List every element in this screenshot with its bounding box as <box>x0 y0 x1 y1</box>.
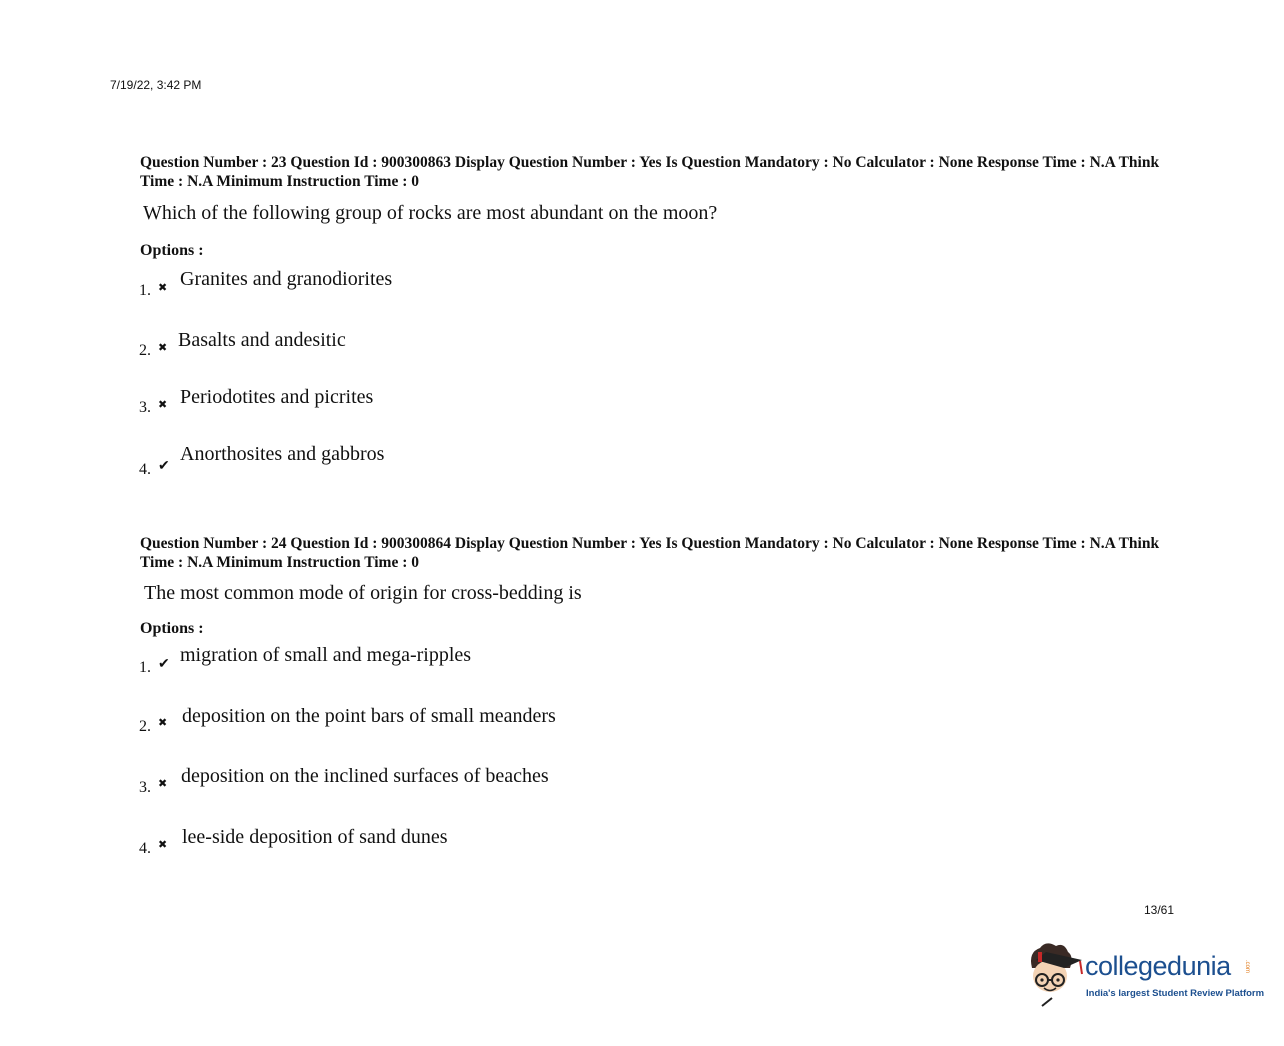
option-number: 3. <box>139 779 151 796</box>
option-text: Periodotites and picrites <box>180 386 374 408</box>
check-icon: ✔ <box>158 655 170 671</box>
cross-icon: ✖ <box>158 342 168 354</box>
print-timestamp: 7/19/22, 3:42 PM <box>110 78 202 92</box>
question-meta: Question Number : 23 Question Id : 900300863 Display Question Number : Yes Is Question Mandatory : No Calculator : None Response Time : N.A Think Time : N.A Minimum Instruction Time : 0 <box>140 154 1160 190</box>
option-text: deposition on the point bars of small meanders <box>182 705 556 727</box>
options-label: Options : <box>140 242 204 259</box>
option-number: 2. <box>139 718 151 735</box>
question-text: The most common mode of origin for cross-bedding is <box>144 582 582 604</box>
options-label: Options : <box>140 620 204 637</box>
question-text: Which of the following group of rocks are most abundant on the moon? <box>143 202 718 224</box>
option-number: 4. <box>139 461 151 478</box>
cross-icon: ✖ <box>158 399 168 411</box>
option-text: lee-side deposition of sand dunes <box>182 826 448 848</box>
option-text: Basalts and andesitic <box>178 329 346 351</box>
logo-suffix: .com <box>1244 960 1250 974</box>
option-number: 1. <box>139 282 151 299</box>
cross-icon: ✖ <box>158 717 168 729</box>
cross-icon: ✖ <box>158 839 168 851</box>
logo-name: collegedunia <box>1085 951 1231 981</box>
question-meta: Question Number : 24 Question Id : 900300864 Display Question Number : Yes Is Question Mandatory : No Calculator : None Response Time : N.A Think Time : N.A Minimum Instruction Time : 0 <box>140 535 1160 571</box>
option-number: 4. <box>139 840 151 857</box>
option-number: 3. <box>139 399 151 416</box>
mascot-icon <box>1024 938 1086 1010</box>
check-icon: ✔ <box>158 457 170 473</box>
option-text: Granites and granodiorites <box>180 268 393 290</box>
option-text: migration of small and mega-ripples <box>180 644 472 666</box>
option-text: Anorthosites and gabbros <box>180 443 385 465</box>
logo-tagline: India's largest Student Review Platform <box>1086 988 1265 999</box>
cross-icon: ✖ <box>158 778 168 790</box>
page-number: 13/61 <box>1144 903 1175 917</box>
cross-icon: ✖ <box>158 282 168 294</box>
option-number: 2. <box>139 342 151 359</box>
option-number: 1. <box>139 659 151 676</box>
option-text: deposition on the inclined surfaces of beaches <box>181 765 549 787</box>
